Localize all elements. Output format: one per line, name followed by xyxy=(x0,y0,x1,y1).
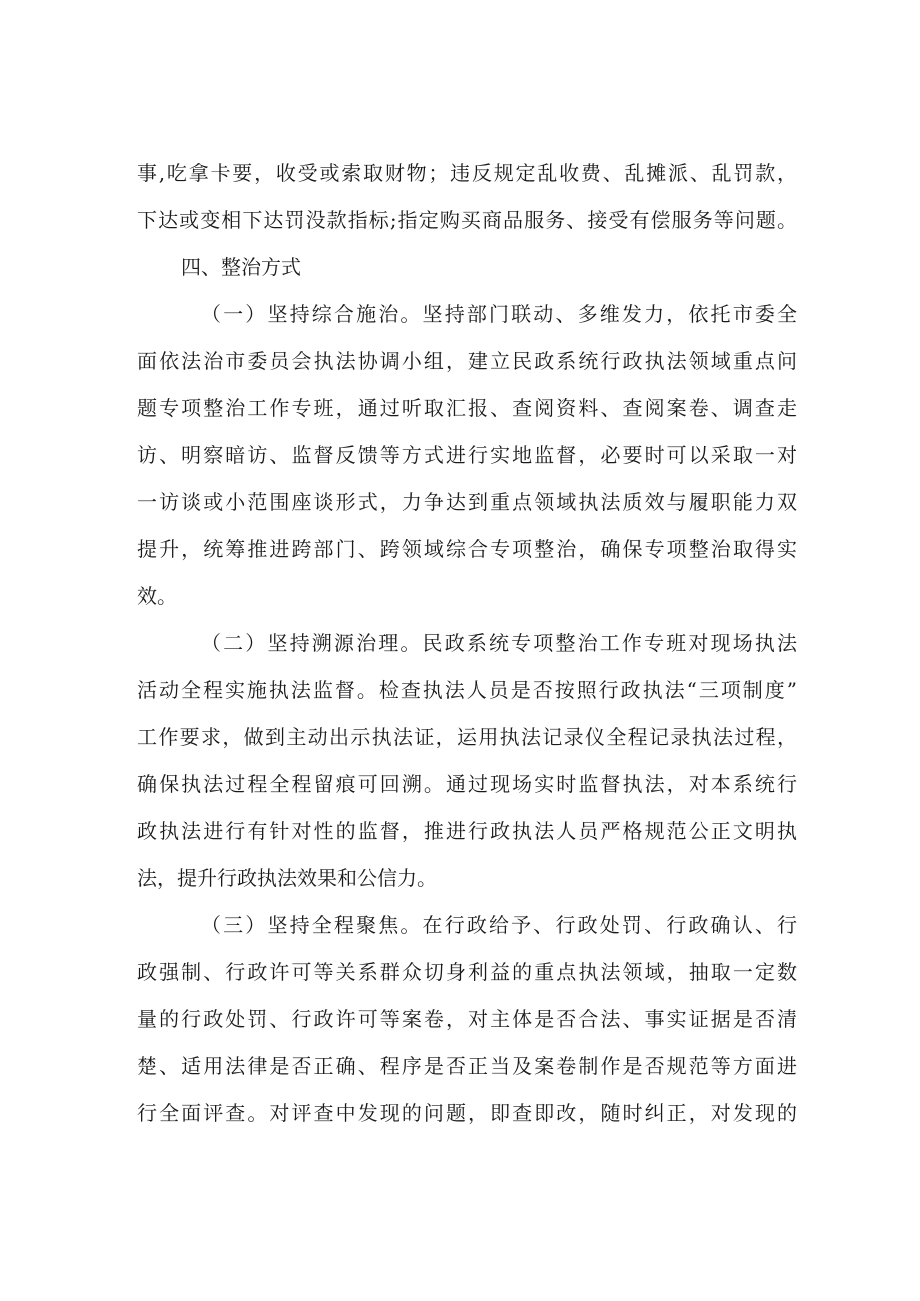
paragraph-line: 政执法进行有针对性的监督，推进行政执法人员严格规范公正文明执 xyxy=(137,819,797,843)
paragraph-line: 事,吃拿卡要，收受或索取财物；违反规定乱收费、乱摊派、乱罚款， xyxy=(137,161,797,185)
paragraph-line: 行全面评查。对评查中发现的问题，即查即改，随时纠正，对发现的 xyxy=(137,1101,797,1125)
section-heading: 四、整治方式 xyxy=(181,255,301,279)
paragraph-line: 量的行政处罚、行政许可等案卷，对主体是否合法、事实证据是否清 xyxy=(137,1007,797,1031)
paragraph-line: 确保执法过程全程留痕可回溯。通过现场实时监督执法，对本系统行 xyxy=(137,772,797,796)
paragraph-line: 工作要求，做到主动出示执法证，运用执法记录仪全程记录执法过程， xyxy=(137,725,797,749)
paragraph-line: 楚、适用法律是否正确、程序是否正当及案卷制作是否规范等方面进 xyxy=(137,1054,797,1078)
paragraph-line: 效。 xyxy=(137,584,177,608)
paragraph-line: 下达或变相下达罚没款指标;指定购买商品服务、接受有偿服务等问题。 xyxy=(137,208,797,232)
paragraph-line: （一）坚持综合施治。坚持部门联动、多维发力，依托市委全 xyxy=(201,302,797,326)
paragraph-line: （三）坚持全程聚焦。在行政给予、行政处罚、行政确认、行 xyxy=(201,913,797,937)
document-body xyxy=(137,150,797,1137)
paragraph-line: 题专项整治工作专班，通过听取汇报、查阅资料、查阅案卷、调查走 xyxy=(137,396,797,420)
paragraph-line: 一访谈或小范围座谈形式，力争达到重点领域执法质效与履职能力双 xyxy=(137,490,797,514)
paragraph-line: 提升，统筹推进跨部门、跨领域综合专项整治，确保专项整治取得实 xyxy=(137,537,797,561)
paragraph-line: 政强制、行政许可等关系群众切身利益的重点执法领域，抽取一定数 xyxy=(137,960,797,984)
paragraph-line: 活动全程实施执法监督。检查执法人员是否按照行政执法“三项制度” xyxy=(137,678,797,702)
paragraph-line: 访、明察暗访、监督反馈等方式进行实地监督，必要时可以采取一对 xyxy=(137,443,797,467)
paragraph-line: （二）坚持溯源治理。民政系统专项整治工作专班对现场执法 xyxy=(201,631,797,655)
paragraph-line: 面依法治市委员会执法协调小组，建立民政系统行政执法领域重点问 xyxy=(137,349,797,373)
paragraph-line: 法，提升行政执法效果和公信力。 xyxy=(137,866,437,890)
